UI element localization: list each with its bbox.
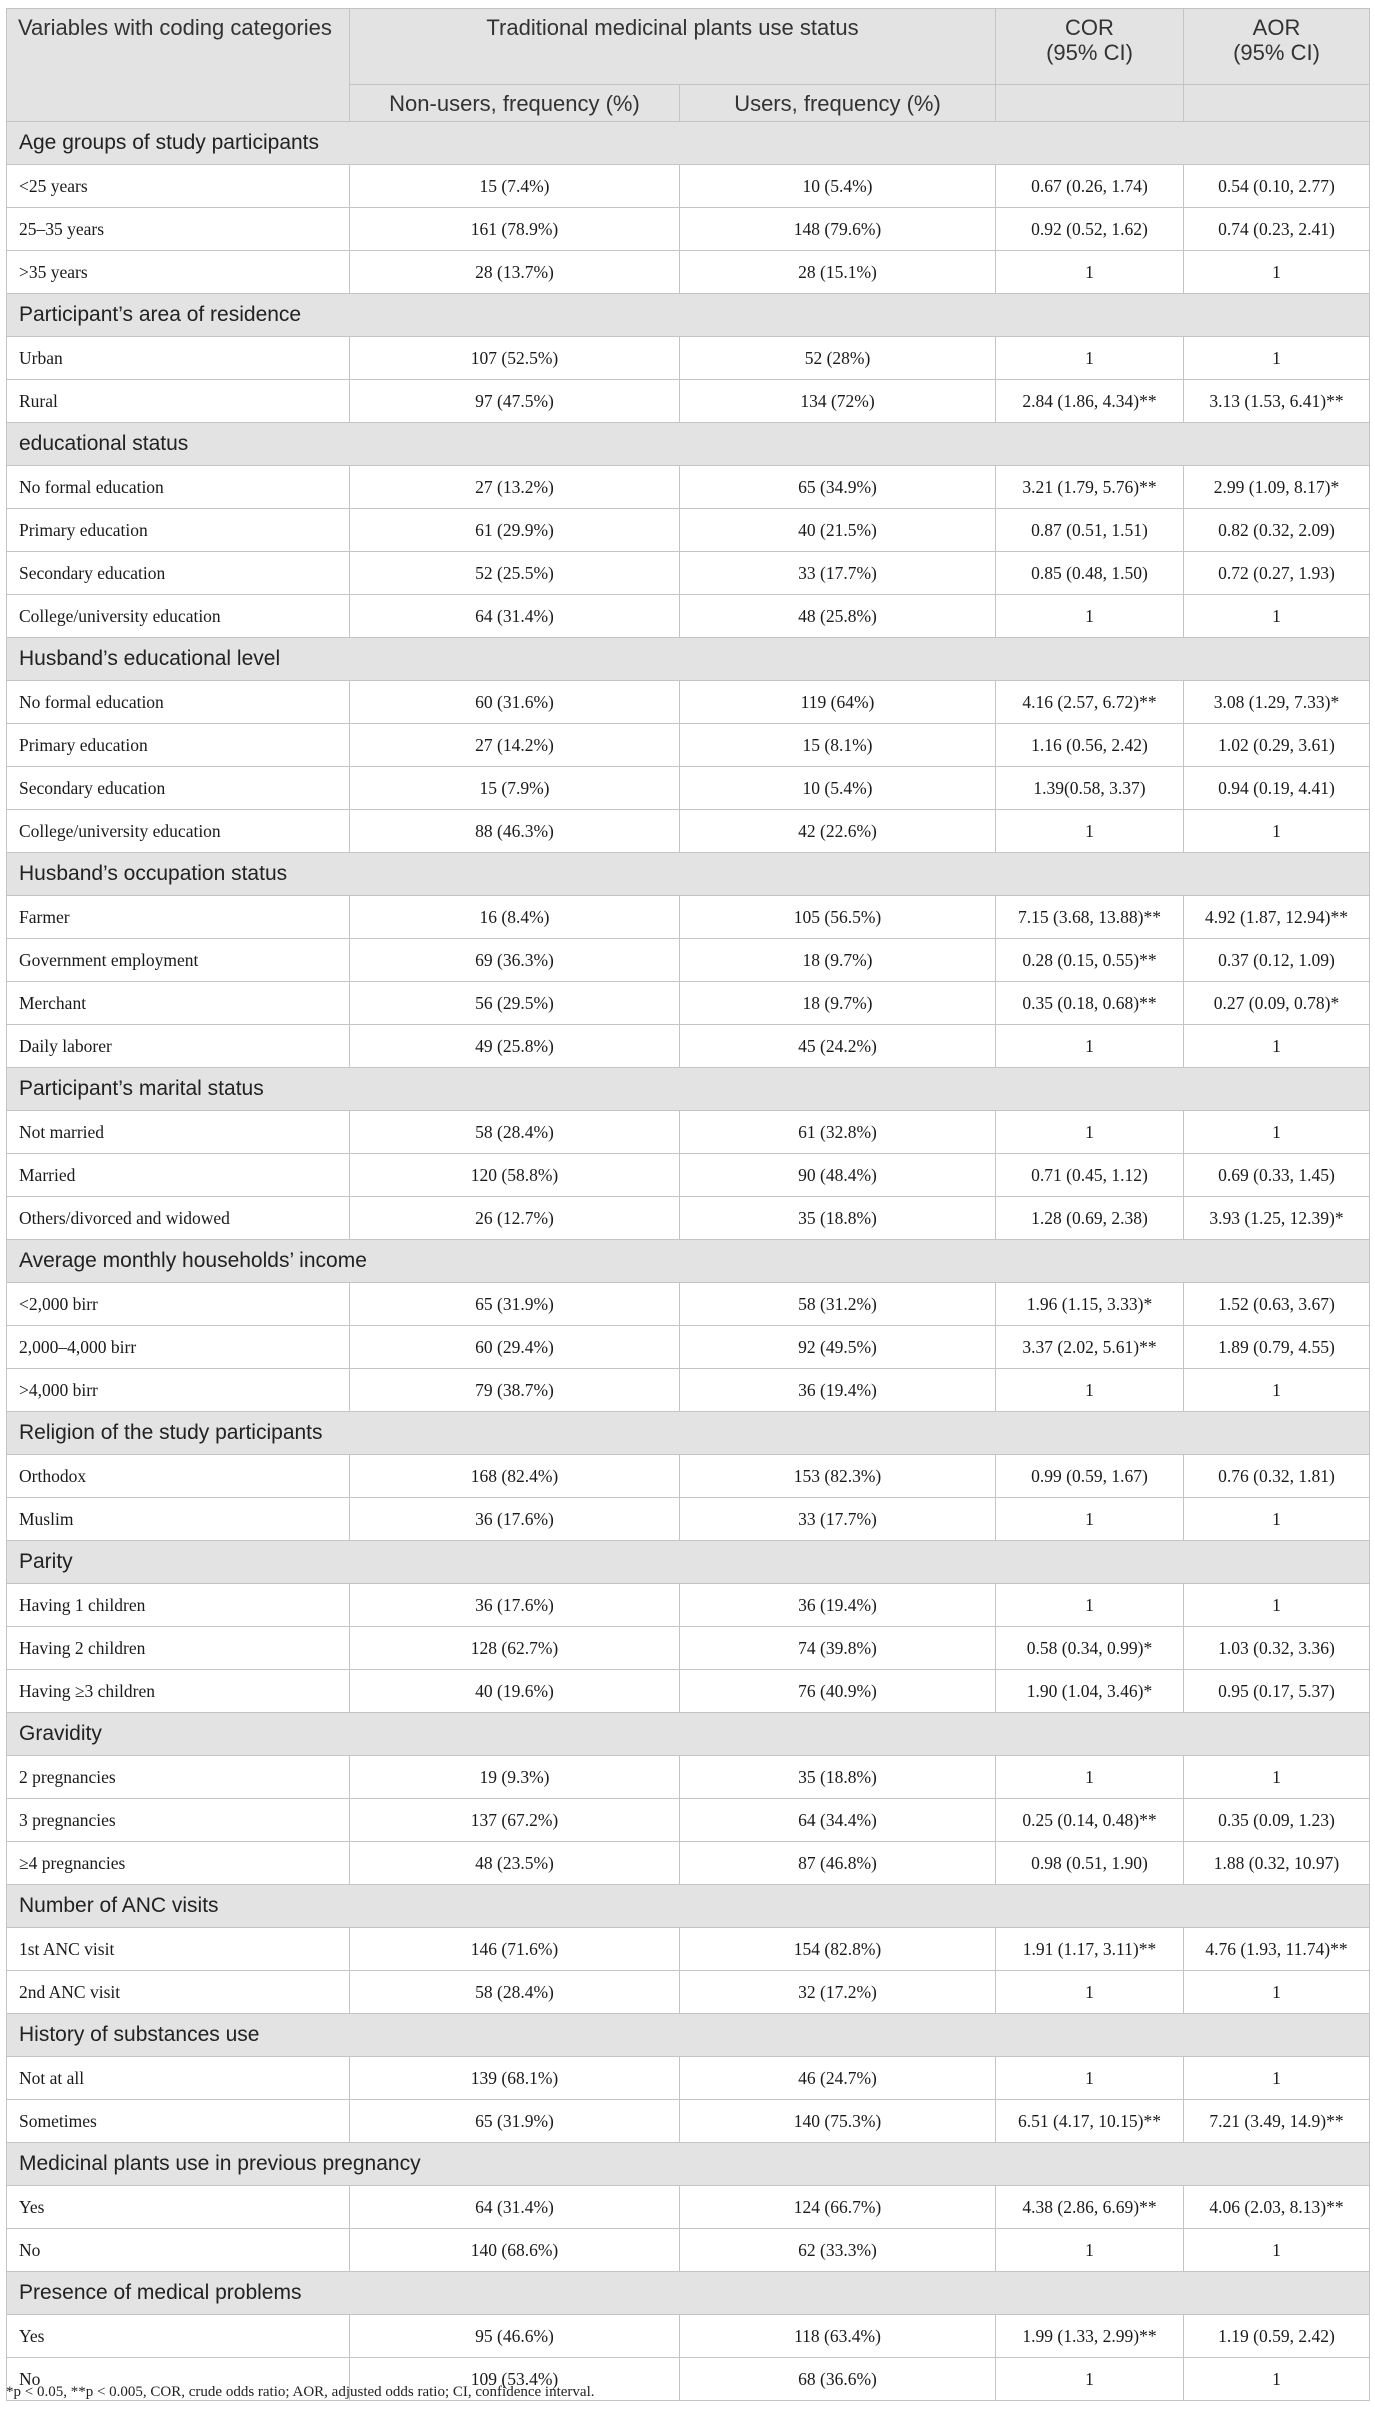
aor-cell: 0.37 (0.12, 1.09) <box>1184 939 1370 982</box>
header-aor-empty <box>1184 85 1370 122</box>
aor-cell: 0.74 (0.23, 2.41) <box>1184 208 1370 251</box>
cor-cell: 1 <box>996 1025 1184 1068</box>
row-label: Primary education <box>7 724 350 767</box>
non-users-cell: 128 (62.7%) <box>350 1627 680 1670</box>
category-title: Participant’s marital status <box>7 1068 1370 1111</box>
row-label: Daily laborer <box>7 1025 350 1068</box>
category-row <box>7 122 1370 165</box>
cor-cell: 1 <box>996 1369 1184 1412</box>
category-row <box>7 2272 1370 2315</box>
cor-cell: 0.87 (0.51, 1.51) <box>996 509 1184 552</box>
users-cell: 58 (31.2%) <box>680 1283 996 1326</box>
table-row <box>7 767 1370 810</box>
aor-cell: 2.99 (1.09, 8.17)* <box>1184 466 1370 509</box>
non-users-cell: 64 (31.4%) <box>350 2186 680 2229</box>
users-cell: 40 (21.5%) <box>680 509 996 552</box>
users-cell: 35 (18.8%) <box>680 1756 996 1799</box>
non-users-cell: 65 (31.9%) <box>350 1283 680 1326</box>
category-row <box>7 1713 1370 1756</box>
row-label: Sometimes <box>7 2100 350 2143</box>
category-title: educational status <box>7 423 1370 466</box>
non-users-cell: 28 (13.7%) <box>350 251 680 294</box>
category-row <box>7 1541 1370 1584</box>
cor-cell: 1.28 (0.69, 2.38) <box>996 1197 1184 1240</box>
row-label: Primary education <box>7 509 350 552</box>
row-label: Rural <box>7 380 350 423</box>
cor-cell: 1 <box>996 1971 1184 2014</box>
aor-cell: 0.82 (0.32, 2.09) <box>1184 509 1370 552</box>
aor-cell: 4.06 (2.03, 8.13)** <box>1184 2186 1370 2229</box>
row-label: Merchant <box>7 982 350 1025</box>
table-row <box>7 810 1370 853</box>
header-aor-label: AOR <box>1252 15 1301 40</box>
aor-cell: 0.95 (0.17, 5.37) <box>1184 1670 1370 1713</box>
aor-cell: 3.93 (1.25, 12.39)* <box>1184 1197 1370 1240</box>
category-title: Gravidity <box>7 1713 1370 1756</box>
aor-cell: 1 <box>1184 337 1370 380</box>
cor-cell: 1.90 (1.04, 3.46)* <box>996 1670 1184 1713</box>
aor-cell: 1 <box>1184 1584 1370 1627</box>
table-footnote: *p < 0.05, **p < 0.005, COR, crude odds ratio; AOR, adjusted odds ratio; CI, confidence interval. <box>6 2384 595 2400</box>
cor-cell: 7.15 (3.68, 13.88)** <box>996 896 1184 939</box>
cor-cell: 1 <box>996 1498 1184 1541</box>
users-cell: 105 (56.5%) <box>680 896 996 939</box>
aor-cell: 3.08 (1.29, 7.33)* <box>1184 681 1370 724</box>
category-row <box>7 638 1370 681</box>
non-users-cell: 48 (23.5%) <box>350 1842 680 1885</box>
row-label: <2,000 birr <box>7 1283 350 1326</box>
aor-cell: 1 <box>1184 810 1370 853</box>
table-row <box>7 1584 1370 1627</box>
table-row <box>7 1455 1370 1498</box>
cor-cell: 0.28 (0.15, 0.55)** <box>996 939 1184 982</box>
users-cell: 46 (24.7%) <box>680 2057 996 2100</box>
users-cell: 35 (18.8%) <box>680 1197 996 1240</box>
row-label: 2 pregnancies <box>7 1756 350 1799</box>
aor-cell: 1 <box>1184 1369 1370 1412</box>
row-label: >35 years <box>7 251 350 294</box>
row-label: Secondary education <box>7 552 350 595</box>
users-cell: 134 (72%) <box>680 380 996 423</box>
aor-cell: 1 <box>1184 2057 1370 2100</box>
aor-cell: 1 <box>1184 595 1370 638</box>
category-title: Medicinal plants use in previous pregnancy <box>7 2143 1370 2186</box>
row-label: College/university education <box>7 595 350 638</box>
aor-cell: 7.21 (3.49, 14.9)** <box>1184 2100 1370 2143</box>
aor-cell: 4.76 (1.93, 11.74)** <box>1184 1928 1370 1971</box>
table-row <box>7 1283 1370 1326</box>
cor-cell: 1 <box>996 337 1184 380</box>
non-users-cell: 56 (29.5%) <box>350 982 680 1025</box>
aor-cell: 4.92 (1.87, 12.94)** <box>1184 896 1370 939</box>
non-users-cell: 79 (38.7%) <box>350 1369 680 1412</box>
aor-cell: 0.94 (0.19, 4.41) <box>1184 767 1370 810</box>
table-row <box>7 2315 1370 2358</box>
users-cell: 64 (34.4%) <box>680 1799 996 1842</box>
users-cell: 18 (9.7%) <box>680 939 996 982</box>
table-row <box>7 509 1370 552</box>
users-cell: 36 (19.4%) <box>680 1584 996 1627</box>
category-title: History of substances use <box>7 2014 1370 2057</box>
users-cell: 68 (36.6%) <box>680 2358 996 2401</box>
header-cor-label: COR <box>1065 15 1114 40</box>
cor-cell: 0.98 (0.51, 1.90) <box>996 1842 1184 1885</box>
non-users-cell: 58 (28.4%) <box>350 1971 680 2014</box>
users-cell: 10 (5.4%) <box>680 767 996 810</box>
cor-cell: 1.39(0.58, 3.37) <box>996 767 1184 810</box>
cor-cell: 4.16 (2.57, 6.72)** <box>996 681 1184 724</box>
non-users-cell: 60 (31.6%) <box>350 681 680 724</box>
non-users-cell: 36 (17.6%) <box>350 1498 680 1541</box>
non-users-cell: 26 (12.7%) <box>350 1197 680 1240</box>
cor-cell: 1 <box>996 1584 1184 1627</box>
table-row <box>7 896 1370 939</box>
non-users-cell: 16 (8.4%) <box>350 896 680 939</box>
non-users-cell: 64 (31.4%) <box>350 595 680 638</box>
cor-cell: 3.21 (1.79, 5.76)** <box>996 466 1184 509</box>
non-users-cell: 146 (71.6%) <box>350 1928 680 1971</box>
cor-cell: 1 <box>996 1756 1184 1799</box>
table-row <box>7 939 1370 982</box>
header-non-users: Non-users, frequency (%) <box>350 85 680 122</box>
users-cell: 119 (64%) <box>680 681 996 724</box>
row-label: No formal education <box>7 681 350 724</box>
table-row <box>7 595 1370 638</box>
non-users-cell: 19 (9.3%) <box>350 1756 680 1799</box>
aor-cell: 3.13 (1.53, 6.41)** <box>1184 380 1370 423</box>
aor-cell: 1 <box>1184 1498 1370 1541</box>
category-title: Age groups of study participants <box>7 122 1370 165</box>
category-row <box>7 1240 1370 1283</box>
users-cell: 154 (82.8%) <box>680 1928 996 1971</box>
category-title: Husband’s educational level <box>7 638 1370 681</box>
aor-cell: 1 <box>1184 2229 1370 2272</box>
non-users-cell: 120 (58.8%) <box>350 1154 680 1197</box>
users-cell: 61 (32.8%) <box>680 1111 996 1154</box>
users-cell: 15 (8.1%) <box>680 724 996 767</box>
row-label: >4,000 birr <box>7 1369 350 1412</box>
non-users-cell: 60 (29.4%) <box>350 1326 680 1369</box>
non-users-cell: 140 (68.6%) <box>350 2229 680 2272</box>
aor-cell: 1 <box>1184 1971 1370 2014</box>
table-row <box>7 1670 1370 1713</box>
non-users-cell: 15 (7.9%) <box>350 767 680 810</box>
category-title: Parity <box>7 1541 1370 1584</box>
table-row <box>7 2186 1370 2229</box>
non-users-cell: 168 (82.4%) <box>350 1455 680 1498</box>
cor-cell: 1 <box>996 2057 1184 2100</box>
row-label: ≥4 pregnancies <box>7 1842 350 1885</box>
users-cell: 52 (28%) <box>680 337 996 380</box>
users-cell: 32 (17.2%) <box>680 1971 996 2014</box>
non-users-cell: 36 (17.6%) <box>350 1584 680 1627</box>
header-users: Users, frequency (%) <box>680 85 996 122</box>
aor-cell: 1.52 (0.63, 3.67) <box>1184 1283 1370 1326</box>
category-row <box>7 1412 1370 1455</box>
table-row <box>7 1197 1370 1240</box>
category-row <box>7 294 1370 337</box>
cor-cell: 0.25 (0.14, 0.48)** <box>996 1799 1184 1842</box>
cor-cell: 1.91 (1.17, 3.11)** <box>996 1928 1184 1971</box>
table-row <box>7 466 1370 509</box>
cor-cell: 1 <box>996 595 1184 638</box>
header-aor <box>1184 9 1370 85</box>
cor-cell: 1 <box>996 2358 1184 2401</box>
row-label: 1st ANC visit <box>7 1928 350 1971</box>
table-row <box>7 1498 1370 1541</box>
cor-cell: 1 <box>996 251 1184 294</box>
category-title: Husband’s occupation status <box>7 853 1370 896</box>
users-cell: 45 (24.2%) <box>680 1025 996 1068</box>
row-label: Farmer <box>7 896 350 939</box>
cor-cell: 0.67 (0.26, 1.74) <box>996 165 1184 208</box>
non-users-cell: 95 (46.6%) <box>350 2315 680 2358</box>
header-cor-ci: (95% CI) <box>1046 40 1133 65</box>
row-label: Others/divorced and widowed <box>7 1197 350 1240</box>
users-cell: 36 (19.4%) <box>680 1369 996 1412</box>
non-users-cell: 109 (53.4%) <box>350 2358 680 2401</box>
category-row <box>7 2014 1370 2057</box>
row-label: Having ≥3 children <box>7 1670 350 1713</box>
category-title: Religion of the study participants <box>7 1412 1370 1455</box>
cor-cell: 1 <box>996 810 1184 853</box>
row-label: Married <box>7 1154 350 1197</box>
users-cell: 18 (9.7%) <box>680 982 996 1025</box>
non-users-cell: 49 (25.8%) <box>350 1025 680 1068</box>
cor-cell: 0.99 (0.59, 1.67) <box>996 1455 1184 1498</box>
aor-cell: 1 <box>1184 1756 1370 1799</box>
table-row <box>7 1842 1370 1885</box>
header-aor-ci: (95% CI) <box>1233 40 1320 65</box>
non-users-cell: 27 (14.2%) <box>350 724 680 767</box>
table-row <box>7 380 1370 423</box>
cor-cell: 1 <box>996 2229 1184 2272</box>
non-users-cell: 139 (68.1%) <box>350 2057 680 2100</box>
aor-cell: 0.76 (0.32, 1.81) <box>1184 1455 1370 1498</box>
cor-cell: 3.37 (2.02, 5.61)** <box>996 1326 1184 1369</box>
row-label: 3 pregnancies <box>7 1799 350 1842</box>
row-label: College/university education <box>7 810 350 853</box>
results-table <box>6 8 1370 2401</box>
non-users-cell: 15 (7.4%) <box>350 165 680 208</box>
row-label: No <box>7 2229 350 2272</box>
aor-cell: 1.03 (0.32, 3.36) <box>1184 1627 1370 1670</box>
table-row <box>7 1111 1370 1154</box>
category-row <box>7 853 1370 896</box>
table-row <box>7 1627 1370 1670</box>
row-label: Muslim <box>7 1498 350 1541</box>
cor-cell: 6.51 (4.17, 10.15)** <box>996 2100 1184 2143</box>
table-row <box>7 1756 1370 1799</box>
non-users-cell: 61 (29.9%) <box>350 509 680 552</box>
row-label: 25–35 years <box>7 208 350 251</box>
table-header <box>7 9 1370 122</box>
table-row <box>7 337 1370 380</box>
aor-cell: 0.27 (0.09, 0.78)* <box>1184 982 1370 1025</box>
row-label: Yes <box>7 2315 350 2358</box>
table-row <box>7 251 1370 294</box>
category-row <box>7 1068 1370 1111</box>
row-label: Urban <box>7 337 350 380</box>
aor-cell: 1.88 (0.32, 10.97) <box>1184 1842 1370 1885</box>
row-label: Secondary education <box>7 767 350 810</box>
table-row <box>7 1326 1370 1369</box>
table-body <box>7 122 1370 2401</box>
users-cell: 92 (49.5%) <box>680 1326 996 1369</box>
non-users-cell: 88 (46.3%) <box>350 810 680 853</box>
row-label: 2nd ANC visit <box>7 1971 350 2014</box>
users-cell: 76 (40.9%) <box>680 1670 996 1713</box>
aor-cell: 0.35 (0.09, 1.23) <box>1184 1799 1370 1842</box>
users-cell: 153 (82.3%) <box>680 1455 996 1498</box>
table-row <box>7 1928 1370 1971</box>
row-label: Having 2 children <box>7 1627 350 1670</box>
users-cell: 87 (46.8%) <box>680 1842 996 1885</box>
users-cell: 74 (39.8%) <box>680 1627 996 1670</box>
users-cell: 148 (79.6%) <box>680 208 996 251</box>
aor-cell: 0.54 (0.10, 2.77) <box>1184 165 1370 208</box>
table-row <box>7 2229 1370 2272</box>
header-use-status: Traditional medicinal plants use status <box>350 9 996 85</box>
aor-cell: 1.19 (0.59, 2.42) <box>1184 2315 1370 2358</box>
row-label: No <box>7 2358 350 2401</box>
non-users-cell: 27 (13.2%) <box>350 466 680 509</box>
category-title: Presence of medical problems <box>7 2272 1370 2315</box>
row-label: Orthodox <box>7 1455 350 1498</box>
table-row <box>7 1025 1370 1068</box>
users-cell: 62 (33.3%) <box>680 2229 996 2272</box>
aor-cell: 1 <box>1184 251 1370 294</box>
aor-cell: 0.69 (0.33, 1.45) <box>1184 1154 1370 1197</box>
non-users-cell: 161 (78.9%) <box>350 208 680 251</box>
users-cell: 48 (25.8%) <box>680 595 996 638</box>
table-row <box>7 2100 1370 2143</box>
cor-cell: 0.92 (0.52, 1.62) <box>996 208 1184 251</box>
table-row <box>7 724 1370 767</box>
aor-cell: 1 <box>1184 2358 1370 2401</box>
non-users-cell: 65 (31.9%) <box>350 2100 680 2143</box>
table-row <box>7 1369 1370 1412</box>
cor-cell: 1 <box>996 1111 1184 1154</box>
category-row <box>7 423 1370 466</box>
users-cell: 140 (75.3%) <box>680 2100 996 2143</box>
users-cell: 65 (34.9%) <box>680 466 996 509</box>
cor-cell: 0.35 (0.18, 0.68)** <box>996 982 1184 1025</box>
row-label: Yes <box>7 2186 350 2229</box>
row-label: No formal education <box>7 466 350 509</box>
aor-cell: 1.89 (0.79, 4.55) <box>1184 1326 1370 1369</box>
table-row <box>7 681 1370 724</box>
aor-cell: 1 <box>1184 1111 1370 1154</box>
non-users-cell: 58 (28.4%) <box>350 1111 680 1154</box>
row-label: 2,000–4,000 birr <box>7 1326 350 1369</box>
table-row <box>7 982 1370 1025</box>
category-row <box>7 2143 1370 2186</box>
table-row <box>7 208 1370 251</box>
cor-cell: 0.85 (0.48, 1.50) <box>996 552 1184 595</box>
aor-cell: 1 <box>1184 1025 1370 1068</box>
non-users-cell: 137 (67.2%) <box>350 1799 680 1842</box>
table-row <box>7 1799 1370 1842</box>
cor-cell: 4.38 (2.86, 6.69)** <box>996 2186 1184 2229</box>
category-title: Average monthly households’ income <box>7 1240 1370 1283</box>
category-row <box>7 1885 1370 1928</box>
users-cell: 10 (5.4%) <box>680 165 996 208</box>
header-cor-empty <box>996 85 1184 122</box>
table-row <box>7 1971 1370 2014</box>
row-label: Not married <box>7 1111 350 1154</box>
users-cell: 124 (66.7%) <box>680 2186 996 2229</box>
cor-cell: 1.96 (1.15, 3.33)* <box>996 1283 1184 1326</box>
table-row <box>7 2057 1370 2100</box>
cor-cell: 1.99 (1.33, 2.99)** <box>996 2315 1184 2358</box>
category-title: Participant’s area of residence <box>7 294 1370 337</box>
row-label: <25 years <box>7 165 350 208</box>
aor-cell: 1.02 (0.29, 3.61) <box>1184 724 1370 767</box>
cor-cell: 0.71 (0.45, 1.12) <box>996 1154 1184 1197</box>
row-label: Government employment <box>7 939 350 982</box>
users-cell: 28 (15.1%) <box>680 251 996 294</box>
category-title: Number of ANC visits <box>7 1885 1370 1928</box>
header-variables: Variables with coding categories <box>7 9 350 122</box>
non-users-cell: 69 (36.3%) <box>350 939 680 982</box>
cor-cell: 1.16 (0.56, 2.42) <box>996 724 1184 767</box>
row-label: Not at all <box>7 2057 350 2100</box>
non-users-cell: 107 (52.5%) <box>350 337 680 380</box>
table-row <box>7 1154 1370 1197</box>
aor-cell: 0.72 (0.27, 1.93) <box>1184 552 1370 595</box>
non-users-cell: 52 (25.5%) <box>350 552 680 595</box>
cor-cell: 0.58 (0.34, 0.99)* <box>996 1627 1184 1670</box>
users-cell: 118 (63.4%) <box>680 2315 996 2358</box>
table-row <box>7 165 1370 208</box>
non-users-cell: 97 (47.5%) <box>350 380 680 423</box>
users-cell: 33 (17.7%) <box>680 1498 996 1541</box>
users-cell: 42 (22.6%) <box>680 810 996 853</box>
users-cell: 90 (48.4%) <box>680 1154 996 1197</box>
table-row <box>7 552 1370 595</box>
results-table-container <box>6 8 1369 2401</box>
users-cell: 33 (17.7%) <box>680 552 996 595</box>
header-cor <box>996 9 1184 85</box>
row-label: Having 1 children <box>7 1584 350 1627</box>
non-users-cell: 40 (19.6%) <box>350 1670 680 1713</box>
cor-cell: 2.84 (1.86, 4.34)** <box>996 380 1184 423</box>
